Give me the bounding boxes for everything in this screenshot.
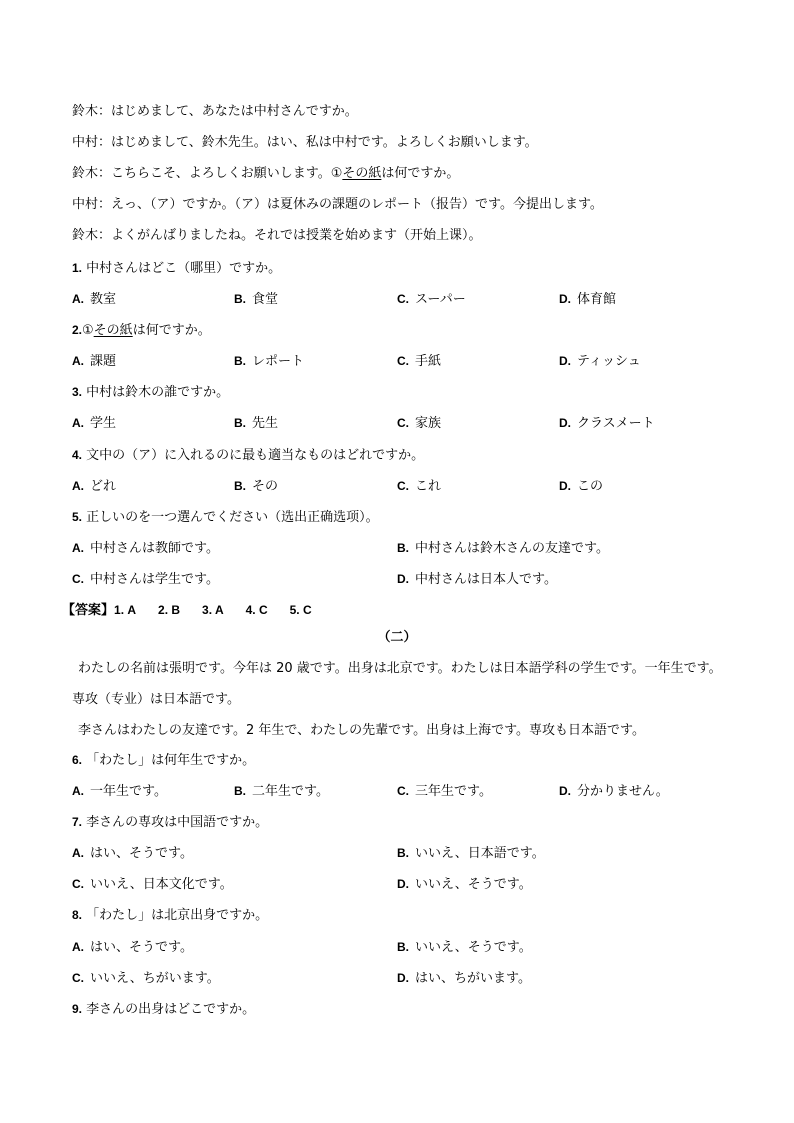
question-text: 文中の（ア）に入れるのに最も適当なものはどれですか。: [86, 448, 425, 463]
question-number: 5.: [72, 510, 83, 524]
q5-option-a: A. 中村さんは教師です。: [72, 541, 219, 556]
dialogue-line-2: 中村：はじめまして、鈴木先生。はい、私は中村です。よろしくお願いします。: [72, 135, 538, 150]
question-3: [72, 382, 229, 402]
q6-option-b: B. 二年生です。: [234, 784, 329, 799]
q7-option-a: A. はい、そうです。: [72, 846, 193, 861]
q5-option-b: B. 中村さんは鈴木さんの友達です。: [397, 541, 609, 556]
question-number: 3.: [72, 385, 83, 399]
dialogue-line-5: 鈴木：よくがんばりましたね。それでは授業を始めます（开始上课）。: [72, 228, 482, 243]
q4-option-d: D. この: [559, 479, 604, 494]
q3-option-c: C. 家族: [397, 416, 442, 431]
underlined-phrase: その紙: [93, 323, 133, 338]
q3-option-b: B. 先生: [234, 416, 279, 431]
question-number: 2.: [72, 323, 83, 337]
q1-option-d: D. 体育館: [559, 292, 617, 307]
question-text: 李さんの出身はどこですか。: [86, 1002, 256, 1017]
question-4: [72, 445, 424, 465]
question-text: 中村は鈴木の誰ですか。: [86, 385, 230, 400]
question-number: 1.: [72, 261, 83, 275]
q5-option-d: D. 中村さんは日本人です。: [397, 572, 557, 587]
q6-option-c: C. 三年生です。: [397, 784, 492, 799]
q1-option-a: A. 教室: [72, 292, 117, 307]
passage-paragraph-2: 李さんはわたしの友達です。2 年生で、わたしの先輩です。出身は上海です。専攻も日本語です。: [78, 723, 645, 738]
question-text: 中村さんはどこ（哪里）ですか。: [86, 261, 282, 276]
question-number: 9.: [72, 1002, 83, 1016]
q2-option-d: D. ティッシュ: [559, 354, 641, 369]
question-7: [72, 812, 268, 832]
dialogue-line-4: 中村：えっ、（ア）ですか。（ア）は夏休みの課題のレポート（报告）です。今提出します。: [72, 197, 603, 212]
q8-option-a: A. はい、そうです。: [72, 940, 193, 955]
q3-option-a: A. 学生: [72, 416, 117, 431]
q7-option-d: D. いいえ、そうです。: [397, 877, 532, 892]
underlined-phrase: その紙: [342, 166, 382, 181]
section-title: （二）: [377, 630, 417, 645]
answer-label: 【答案】: [62, 603, 115, 618]
passage-paragraph-1: わたしの名前は張明です。今年は 20 歳です。出身は北京です。わたしは日本語学科の学生です。一年生です。専攻（专业）は日本語です。: [72, 661, 722, 707]
q1-option-c: C. スーパー: [397, 292, 466, 307]
question-number: 6.: [72, 753, 83, 767]
question-8: [72, 905, 268, 925]
question-number: 4.: [72, 448, 83, 462]
q4-option-a: A. どれ: [72, 479, 117, 494]
q6-option-d: D. 分かりません。: [559, 784, 669, 799]
question-text: 「わたし」は何年生ですか。: [86, 753, 256, 768]
question-text: 李さんの専攻は中国語ですか。: [86, 815, 269, 830]
question-6: [72, 750, 255, 770]
question-text: 「わたし」は北京出身ですか。: [86, 908, 269, 923]
q6-option-a: A. 一年生です。: [72, 784, 167, 799]
q2-option-b: B. レポート: [234, 354, 305, 369]
q8-option-d: D. はい、ちがいます。: [397, 971, 531, 986]
q8-option-b: B. いいえ、そうです。: [397, 940, 532, 955]
question-9: [72, 999, 255, 1019]
question-5: [72, 507, 379, 527]
answer-key: 【答案】1. A 2. B 3. A 4. C 5. C: [62, 603, 312, 618]
q2-option-c: C. 手紙: [397, 354, 442, 369]
q7-option-c: C. いいえ、日本文化です。: [72, 877, 233, 892]
dialogue-line-1: 鈴木：はじめまして、あなたは中村さんですか。: [72, 104, 358, 119]
q7-option-b: B. いいえ、日本語です。: [397, 846, 545, 861]
q2-option-a: A. 課題: [72, 354, 117, 369]
question-number: 8.: [72, 908, 83, 922]
dialogue-line-3-post: は何ですか。: [381, 166, 460, 181]
q5-option-c: C. 中村さんは学生です。: [72, 572, 219, 587]
q8-option-c: C. いいえ、ちがいます。: [72, 971, 220, 986]
q4-option-b: B. その: [234, 479, 279, 494]
q4-option-c: C. これ: [397, 479, 442, 494]
q1-option-b: B. 食堂: [234, 292, 279, 307]
q3-option-d: D. クラスメート: [559, 416, 655, 431]
question-2: 2.①その紙は何ですか。: [72, 323, 211, 338]
dialogue-line-3: [72, 164, 459, 184]
dialogue-line-3-pre: 鈴木：こちらこそ、よろしくお願いします。①: [72, 166, 343, 181]
question-text: 正しいのを一つ選んでください（选出正确选项）。: [86, 510, 379, 525]
question-number: 7.: [72, 815, 83, 829]
question-1: [72, 258, 281, 278]
